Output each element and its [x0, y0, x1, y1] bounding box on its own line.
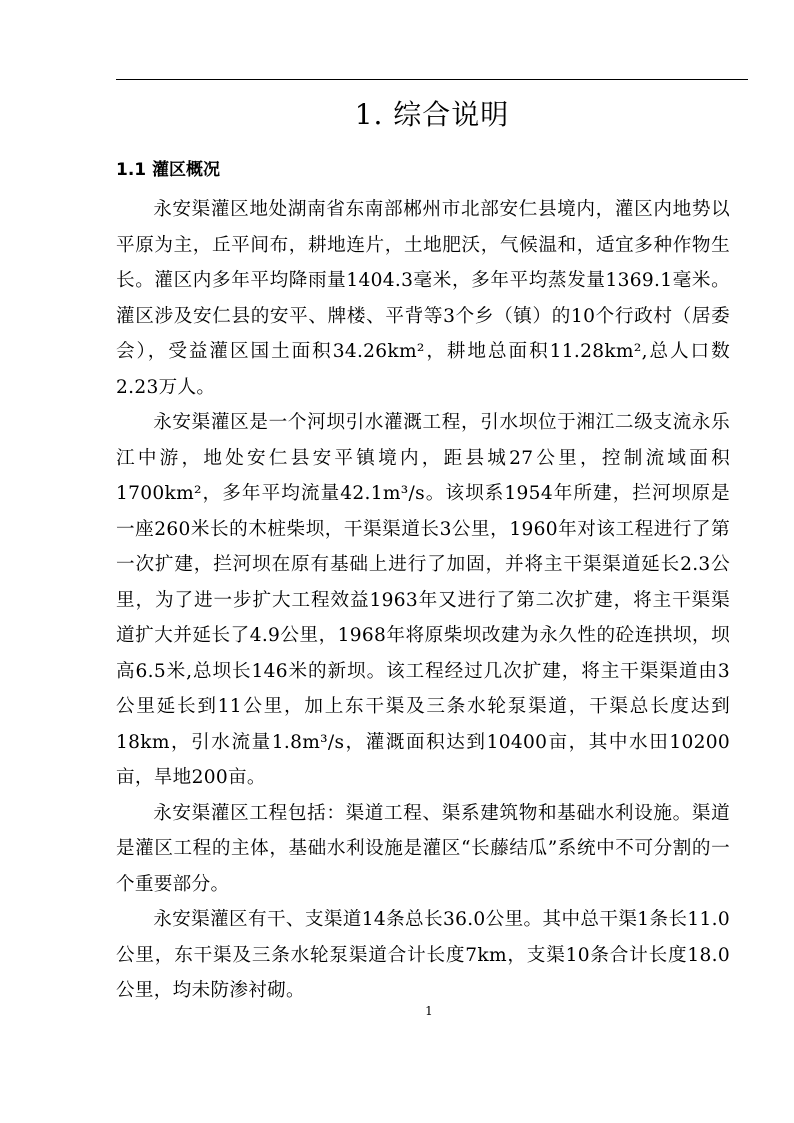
paragraph-components: 永安渠灌区工程包括：渠道工程、渠系建筑物和基础水利设施。渠道是灌区工程的主体，基础水利设施是灌区“长藤结瓜”系统中不可分割的一个重要部分。: [116, 802, 730, 895]
section-heading: 1.1 灌区概况: [116, 160, 221, 180]
page-title: 1. 综合说明: [354, 98, 510, 131]
body-text: [116, 192, 730, 1009]
header-rule: [116, 79, 748, 80]
paragraph-overview: 永安渠灌区地处湖南省东南部郴州市北部安仁县境内，灌区内地势以平原为主，丘平间布，耕地连片，土地肥沃，气候温和，适宜多种作物生长。灌区内多年平均降雨量1404.3毫米，多年平均蒸发量1369.1毫米。灌区涉及安仁县的安平、牌楼、平背等3个乡（镇）的10个行政村（居委会），受益灌区国土面积34.26km²，耕地总面积11.28km²,总人口数2.23万人。: [116, 199, 730, 398]
paragraph-history: 永安渠灌区是一个河坝引水灌溉工程，引水坝位于湘江二级支流永乐江中游，地处安仁县安平镇境内，距县城27公里，控制流域面积1700km²，多年平均流量42.1m³/s。该坝系1954年所建，拦河坝原是一座260米长的木桩柴坝，干渠渠道长3公里，1960年对该工程进行了第一次扩建，拦河坝在原有基础上进行了加固，并将主干渠渠道延长2.3公里，为了进一步扩大工程效益1963年又进行了第二次扩建，将主干渠渠道扩大并延长了4.9公里，1968年将原柴坝改建为永久性的砼连拱坝，坝高6.5米,总坝长146米的新坝。该工程经过几次扩建，将主干渠渠道由3公里延长到11公里，加上东干渠及三条水轮泵渠道，干渠总长度达到18km，引水流量1.8m³/s，灌溉面积达到10400亩，其中水田10200亩，旱地200亩。: [116, 412, 730, 788]
paragraph-channels: 永安渠灌区有干、支渠道14条总长36.0公里。其中总干渠1条长11.0公里，东干渠及三条水轮泵渠道合计长度7km，支渠10条合计长度18.0公里，均未防渗衬砌。: [116, 909, 730, 1001]
page-number: 1: [425, 1004, 433, 1018]
